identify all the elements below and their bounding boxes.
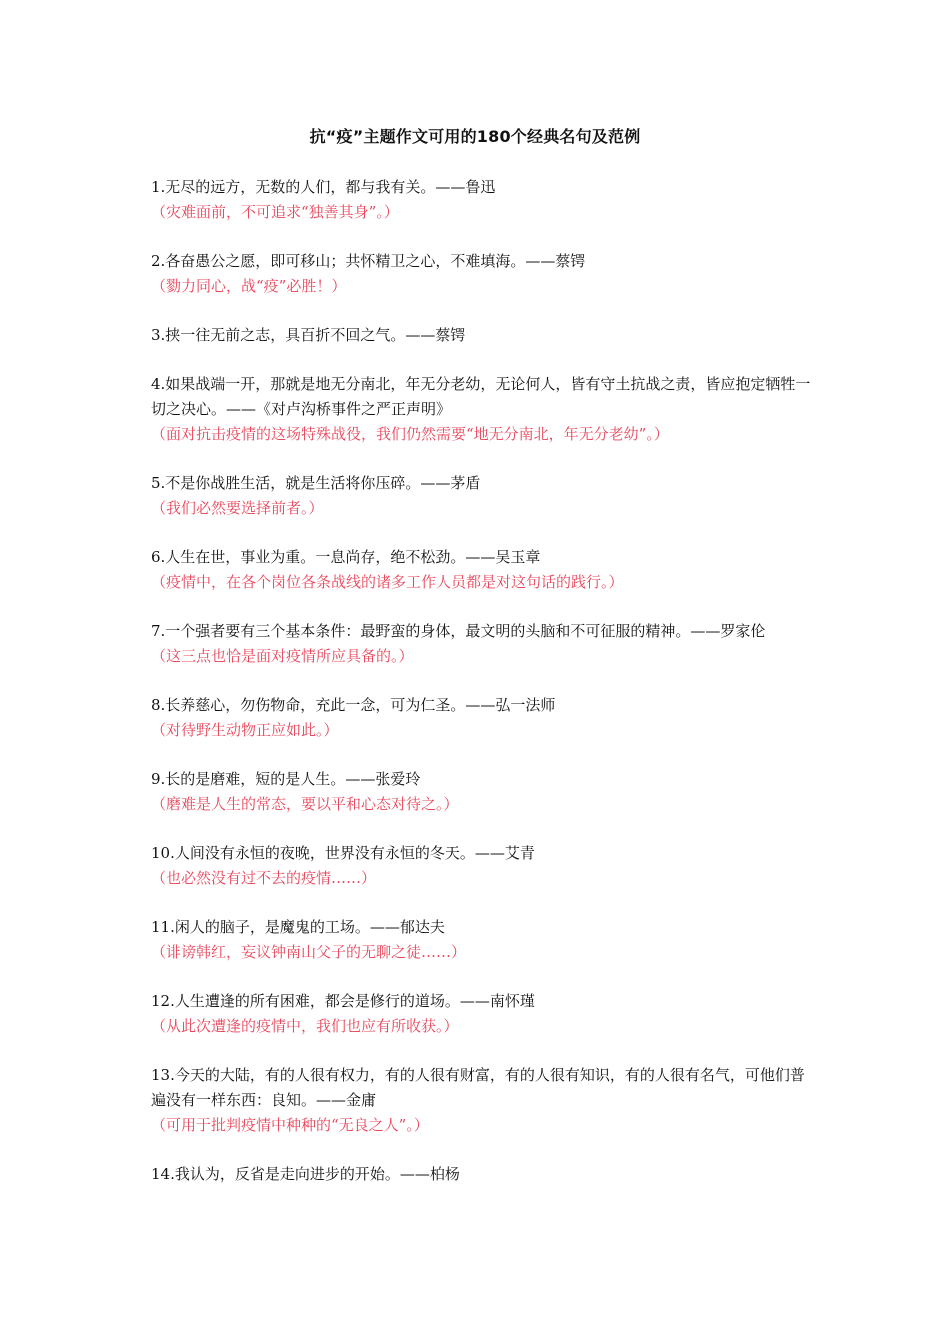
quote-note: （这三点也恰是面对疫情所应具备的。） [151,647,414,665]
quote-entry-14 [151,1162,816,1187]
quote-text: 14.我认为，反省是走向进步的开始。——柏杨 [151,1165,460,1183]
quote-text: 2.各奋愚公之愿，即可移山；共怀精卫之心，不难填海。——蔡锷 [151,252,586,270]
quote-entry-12 [151,989,816,1039]
quote-text: 8.长养慈心，勿伤物命，充此一念，可为仁圣。——弘一法师 [151,696,556,714]
quote-note: （诽谤韩红，妄议钟南山父子的无聊之徒……） [151,943,467,961]
quote-text: 1.无尽的远方，无数的人们，都与我有关。——鲁迅 [151,178,496,196]
quote-note: （疫情中，在各个岗位各条战线的诸多工作人员都是对这句话的践行。） [151,573,624,591]
quote-entry-8 [151,693,816,743]
quote-text: 9.长的是磨难，短的是人生。——张爱玲 [151,770,421,788]
quote-entry-13 [151,1063,816,1138]
quote-entry-6 [151,545,816,595]
document-title: 抗“疫”主题作文可用的180个经典名句及范例 [309,127,641,146]
quote-text: 10.人间没有永恒的夜晚，世界没有永恒的冬天。——艾青 [151,844,535,862]
quote-list [151,175,816,1211]
quote-note: （面对抗击疫情的这场特殊战役，我们仍然需要“地无分南北，年无分老幼”。） [151,425,669,443]
quote-entry-3 [151,323,816,348]
quote-note: （灾难面前，不可追求“独善其身”。） [151,203,399,221]
quote-text: 7.一个强者要有三个基本条件：最野蛮的身体，最文明的头脑和不可征服的精神。——罗家伦 [151,622,766,640]
quote-entry-9 [151,767,816,817]
quote-entry-5 [151,471,816,521]
quote-entry-1 [151,175,816,225]
quote-entry-7 [151,619,816,669]
quote-note: （我们必然要选择前者。） [151,499,324,517]
quote-text: 3.挟一往无前之志，具百折不回之气。——蔡锷 [151,326,466,344]
quote-entry-11 [151,915,816,965]
quote-entry-2 [151,249,816,299]
quote-note: （可用于批判疫情中种种的“无良之人”。） [151,1116,429,1134]
quote-note: （从此次遭逢的疫情中，我们也应有所收获。） [151,1017,459,1035]
quote-text: 11.闲人的脑子，是魔鬼的工场。——郁达夫 [151,918,445,936]
quote-entry-10 [151,841,816,891]
quote-text: 13.今天的大陆，有的人很有权力，有的人很有财富，有的人很有知识，有的人很有名气，可他们普遍没有一样东西：良知。——金庸 [151,1066,805,1109]
quote-note: （磨难是人生的常态，要以平和心态对待之。） [151,795,459,813]
quote-text: 6.人生在世，事业为重。一息尚存，绝不松劲。——吴玉章 [151,548,541,566]
quote-text: 4.如果战端一开，那就是地无分南北，年无分老幼，无论何人，皆有守土抗战之责，皆应抱定牺牲一切之决心。——《对卢沟桥事件之严正声明》 [151,375,811,418]
quote-note: （也必然没有过不去的疫情……） [151,869,377,887]
quote-text: 12.人生遭逢的所有困难，都会是修行的道场。——南怀瑾 [151,992,535,1010]
quote-text: 5.不是你战胜生活，就是生活将你压碎。——茅盾 [151,474,481,492]
quote-note: （对待野生动物正应如此。） [151,721,339,739]
quote-entry-4 [151,372,816,447]
quote-note: （勠力同心，战“疫”必胜！） [151,277,347,295]
